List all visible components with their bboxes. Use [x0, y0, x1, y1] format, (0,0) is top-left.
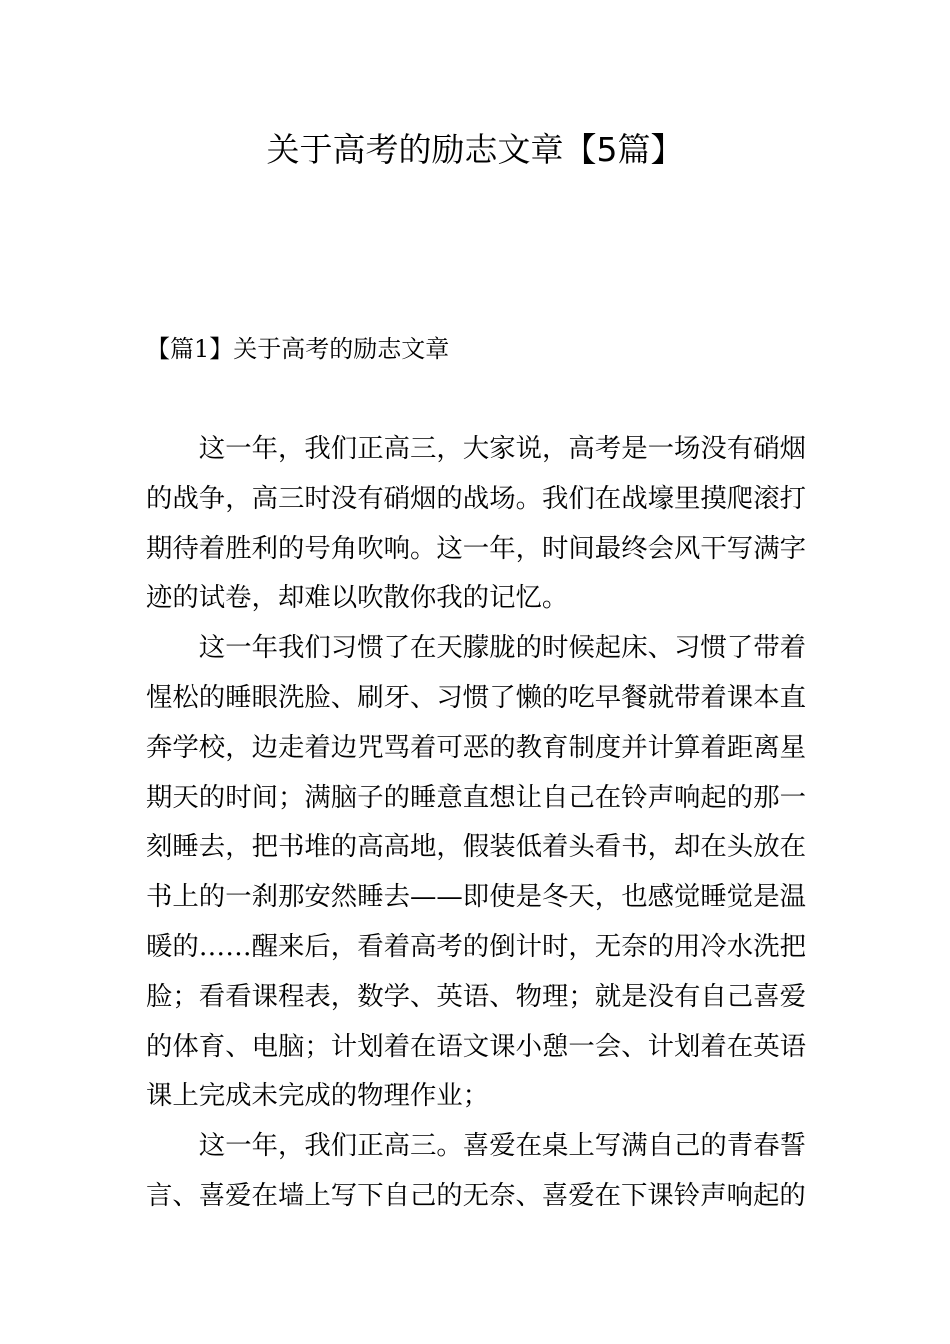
document-title: 关于高考的励志文章【5篇】 [266, 130, 684, 169]
paragraph: 这一年，我们正高三，大家说，高考是一场没有硝烟的战争，高三时没有硝烟的战场。我们在战壕里摸爬滚打期待着胜利的号角吹响。这一年，时间最终会风干写满字迹的试卷，却难以吹散你我的记忆。 [146, 433, 806, 614]
paragraph: 这一年，我们正高三。喜爱在桌上写满自己的青春誓言、喜爱在墙上写下自己的无奈、喜爱在下课铃声响起的 [146, 1130, 806, 1211]
article-body [146, 424, 806, 1221]
section-heading: 【篇1】关于高考的励志文章 [146, 335, 450, 363]
paragraph: 这一年我们习惯了在天朦胧的时候起床、习惯了带着惺松的睡眼洗脸、刷牙、习惯了懒的吃早餐就带着课本直奔学校，边走着边咒骂着可恶的教育制度并计算着距离星期天的时间；满脑子的睡意直想让自己在铃声响起的那一刻睡去，把书堆的高高地，假装低着头看书，却在头放在书上的一刹那安然睡去——即使是冬天，也感觉睡觉是温暖的……醒来后，看着高考的倒计时，无奈的用冷水洗把脸；看看课程表，数学、英语、物理；就是没有自己喜爱的体育、电脑；计划着在语文课小憩一会、计划着在英语课上完成未完成的物理作业； [146, 632, 806, 1112]
